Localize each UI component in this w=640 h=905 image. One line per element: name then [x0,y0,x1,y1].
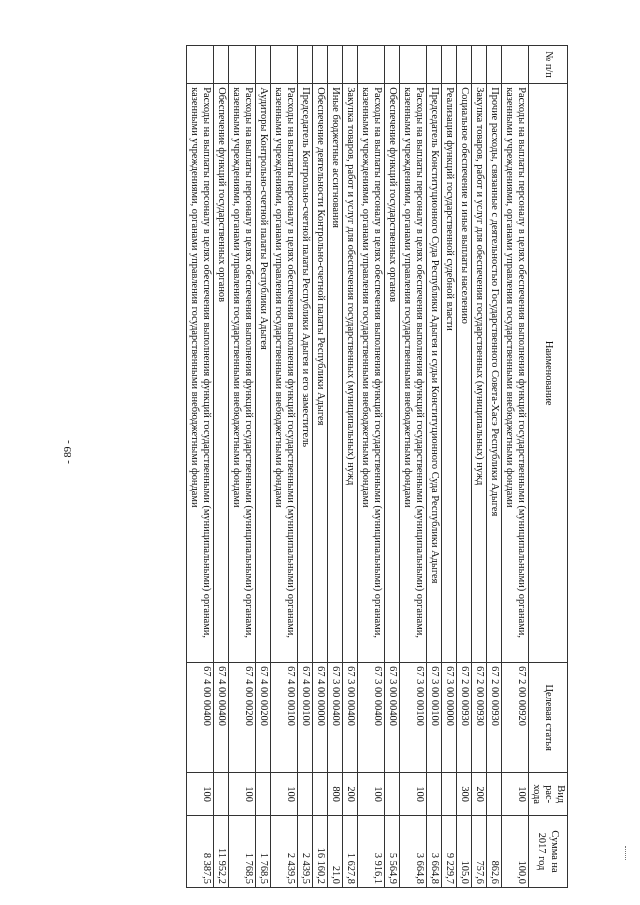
cell-target: 67 4 00 00100 [271,663,298,773]
table-body [187,46,529,888]
table-row [343,46,358,888]
cell-name: Расходы на выплаты персоналу в целях обеспечения выполнения функций государственными (муниципальными) органами, казенными учреждениями, органами управления государственными внебюджетными фондами [187,84,214,663]
cell-name: Прочие расходы, связанные с деятельностью Государственного Совета-Хасэ Республики Адыгея [487,84,502,663]
cell-num [229,46,256,84]
cell-sum: 105,0 [457,816,472,888]
cell-sum: 8 387,5 [187,816,214,888]
cell-sum: 1 768,5 [229,816,256,888]
cell-name: Аудиторы Контрольно-счетной палаты Республики Адыгея [256,84,271,663]
cell-kind: 100 [400,773,427,816]
cell-kind: 100 [502,773,529,816]
header-sum: Сумма на 2017 год [529,816,568,888]
cell-sum: 100,0 [502,816,529,888]
cell-name: Закупка товаров, работ и услуг для обеспечения государственных (муниципальных) нужд [343,84,358,663]
scan-mark [625,846,628,860]
cell-sum: 3 664,8 [427,816,442,888]
header-num: № п/п [529,46,568,84]
cell-name: Председатель Контрольно-счетной палаты Республики Адыгея и его заместитель [298,84,313,663]
cell-num [313,46,328,84]
cell-num [214,46,229,84]
cell-sum: 9 229,7 [442,816,457,888]
cell-sum: 2 439,5 [271,816,298,888]
header-name: Наименование [529,84,568,663]
cell-num [328,46,343,84]
cell-sum: 11 952,2 [214,816,229,888]
rotated-page [88,45,568,888]
cell-num [187,46,214,84]
cell-target: 67 4 00 00100 [298,663,313,773]
header-kind: Вид рас- хода [529,773,568,816]
table-row [271,46,298,888]
budget-table [186,45,568,888]
cell-name: Реализация функций государственной судебной власти [442,84,457,663]
cell-kind: 100 [271,773,298,816]
cell-sum: 3 916,1 [358,816,385,888]
cell-kind: 200 [472,773,487,816]
cell-num [385,46,400,84]
cell-sum: 21,0 [328,816,343,888]
table-row [214,46,229,888]
cell-sum: 862,6 [487,816,502,888]
cell-sum: 2 439,5 [298,816,313,888]
cell-kind [298,773,313,816]
cell-sum: 1 768,5 [256,816,271,888]
cell-target: 67 2 00 00930 [457,663,472,773]
cell-name: Социальное обеспечение и иные выплаты населению [457,84,472,663]
cell-kind [313,773,328,816]
cell-target: 67 4 00 00200 [229,663,256,773]
cell-target: 67 3 00 00100 [427,663,442,773]
cell-num [427,46,442,84]
cell-target: 67 3 00 00400 [385,663,400,773]
cell-kind [385,773,400,816]
cell-num [298,46,313,84]
cell-name: Обеспечение деятельности Контрольно-счетной палаты Республики Адыгея [313,84,328,663]
cell-name: Закупка товаров, работ и услуг для обеспечения государственных (муниципальных) нужд [472,84,487,663]
cell-target: 67 3 00 00400 [328,663,343,773]
table-row [457,46,472,888]
page-number: - 89 - [62,440,74,464]
cell-name: Председатель Конституционного Суда Республики Адыгея и судьи Конституционного Суда Республики Адыгея [427,84,442,663]
table-row [229,46,256,888]
cell-sum: 757,6 [472,816,487,888]
cell-num [502,46,529,84]
cell-target: 67 4 00 00000 [313,663,328,773]
cell-num [271,46,298,84]
cell-num [256,46,271,84]
cell-num [358,46,385,84]
table-row [313,46,328,888]
cell-num [487,46,502,84]
table-row [358,46,385,888]
cell-target: 67 3 00 00100 [400,663,427,773]
cell-sum: 3 664,8 [400,816,427,888]
table-row [328,46,343,888]
table-row [256,46,271,888]
cell-target: 67 3 00 00400 [358,663,385,773]
cell-num [343,46,358,84]
cell-name: Обеспечение функций государственных органов [214,84,229,663]
table-row [427,46,442,888]
cell-target: 67 3 00 00400 [343,663,358,773]
table-row [385,46,400,888]
cell-num [472,46,487,84]
table-row [487,46,502,888]
cell-kind: 800 [328,773,343,816]
cell-target: 67 2 00 00930 [487,663,502,773]
cell-kind [487,773,502,816]
table-row [400,46,427,888]
cell-sum: 16 160,2 [313,816,328,888]
cell-target: 67 2 00 00930 [472,663,487,773]
table-row [502,46,529,888]
cell-kind: 100 [229,773,256,816]
cell-target: 67 2 00 00920 [502,663,529,773]
cell-target: 67 3 00 00000 [442,663,457,773]
table-header-row [529,46,568,888]
table-row [472,46,487,888]
cell-name: Обеспечение функций государственных органов [385,84,400,663]
cell-name: Расходы на выплаты персоналу в целях обеспечения выполнения функций государственными (муниципальными) органами, казенными учреждениями, органами управления государственными внебюджетными фондами [358,84,385,663]
cell-name: Расходы на выплаты персоналу в целях обеспечения выполнения функций государственными (муниципальными) органами, казенными учреждениями, органами управления государственными внебюджетными фондами [229,84,256,663]
table-row [187,46,214,888]
cell-target: 67 4 00 00400 [187,663,214,773]
cell-kind [442,773,457,816]
cell-num [400,46,427,84]
cell-sum: 1 627,8 [343,816,358,888]
cell-target: 67 4 00 00400 [214,663,229,773]
cell-name: Расходы на выплаты персоналу в целях обеспечения выполнения функций государственными (муниципальными) органами, казенными учреждениями, органами управления государственными внебюджетными фондами [271,84,298,663]
cell-name: Расходы на выплаты персоналу в целях обеспечения выполнения функций государственными (муниципальными) органами, казенными учреждениями, органами управления государственными внебюджетными фондами [400,84,427,663]
cell-kind: 100 [358,773,385,816]
cell-sum: 5 564,9 [385,816,400,888]
cell-kind [214,773,229,816]
cell-num [442,46,457,84]
cell-kind [427,773,442,816]
cell-kind: 200 [343,773,358,816]
cell-target: 67 4 00 00200 [256,663,271,773]
header-target: Целевая статья [529,663,568,773]
cell-name: Иные бюджетные ассигнования [328,84,343,663]
cell-num [457,46,472,84]
cell-kind: 100 [187,773,214,816]
cell-kind [256,773,271,816]
table-row [442,46,457,888]
cell-kind: 300 [457,773,472,816]
cell-name: Расходы на выплаты персоналу в целях обеспечения выполнения функций государственными (муниципальными) органами, казенными учреждениями, органами управления государственными внебюджетными фондами [502,84,529,663]
table-row [298,46,313,888]
